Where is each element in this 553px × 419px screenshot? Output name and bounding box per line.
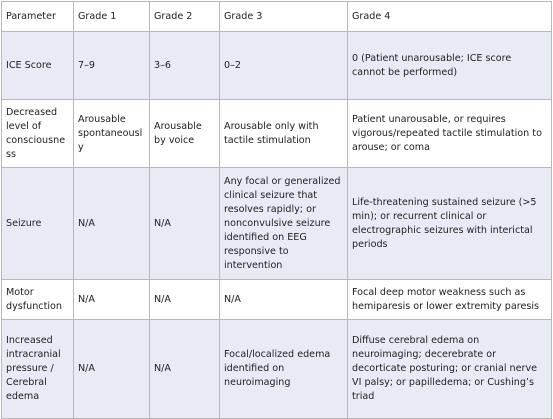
row-grade-1-cell: N/A (74, 168, 150, 280)
row-grade-2-cell: N/A (150, 320, 220, 419)
row-grade-4-cell: Patient unarousable, or requires vigorous/repeated tactile stimulation to arouse; or coma (348, 100, 552, 168)
row-grade-2-cell: N/A (150, 168, 220, 280)
row-grade-1-cell: 7–9 (74, 32, 150, 100)
row-grade-3-cell: Focal/localized edema identified on neuroimaging (220, 320, 348, 419)
header-cell-grade-3: Grade 3 (220, 2, 348, 32)
row-parameter-cell: Increased intracranial pressure / Cerebral edema (2, 320, 74, 419)
header-cell-grade-2: Grade 2 (150, 2, 220, 32)
row-parameter-cell: Seizure (2, 168, 74, 280)
row-grade-3-cell: Any focal or generalized clinical seizure that resolves rapidly; or nonconvulsive seizure identified on EEG responsive to intervention (220, 168, 348, 280)
row-grade-3-cell: N/A (220, 280, 348, 320)
row-grade-2-cell: 3–6 (150, 32, 220, 100)
grading-table-container (1, 1, 551, 412)
table-row-motor (2, 280, 552, 320)
table-row-ice-score (2, 32, 552, 100)
row-parameter-cell: ICE Score (2, 32, 74, 100)
table-row-intracranial-pressure (2, 320, 552, 419)
table-row-consciousness (2, 100, 552, 168)
row-grade-4-cell: 0 (Patient unarousable; ICE score cannot be performed) (348, 32, 552, 100)
row-grade-1-cell: N/A (74, 280, 150, 320)
neurotoxicity-grading-table (1, 1, 552, 419)
row-grade-3-cell: Arousable only with tactile stimulation (220, 100, 348, 168)
row-grade-2-cell: N/A (150, 280, 220, 320)
row-grade-4-cell: Diffuse cerebral edema on neuroimaging; decerebrate or decorticate posturing; or cranial nerve VI palsy; or papilledema; or Cushing’s triad (348, 320, 552, 419)
row-grade-4-cell: Life-threatening sustained seizure (>5 min); or recurrent clinical or electrographic seizures with interictal periods (348, 168, 552, 280)
row-grade-2-cell: Arousable by voice (150, 100, 220, 168)
row-grade-1-cell: Arousable spontaneously (74, 100, 150, 168)
row-grade-4-cell: Focal deep motor weakness such as hemiparesis or lower extremity paresis (348, 280, 552, 320)
row-parameter-cell: Motor dysfunction (2, 280, 74, 320)
header-row (2, 2, 552, 32)
row-grade-3-cell: 0–2 (220, 32, 348, 100)
row-grade-1-cell: N/A (74, 320, 150, 419)
row-parameter-cell: Decreased level of consciousness (2, 100, 74, 168)
table-row-seizure (2, 168, 552, 280)
header-cell-grade-4: Grade 4 (348, 2, 552, 32)
header-cell-grade-1: Grade 1 (74, 2, 150, 32)
header-cell-parameter: Parameter (2, 2, 74, 32)
